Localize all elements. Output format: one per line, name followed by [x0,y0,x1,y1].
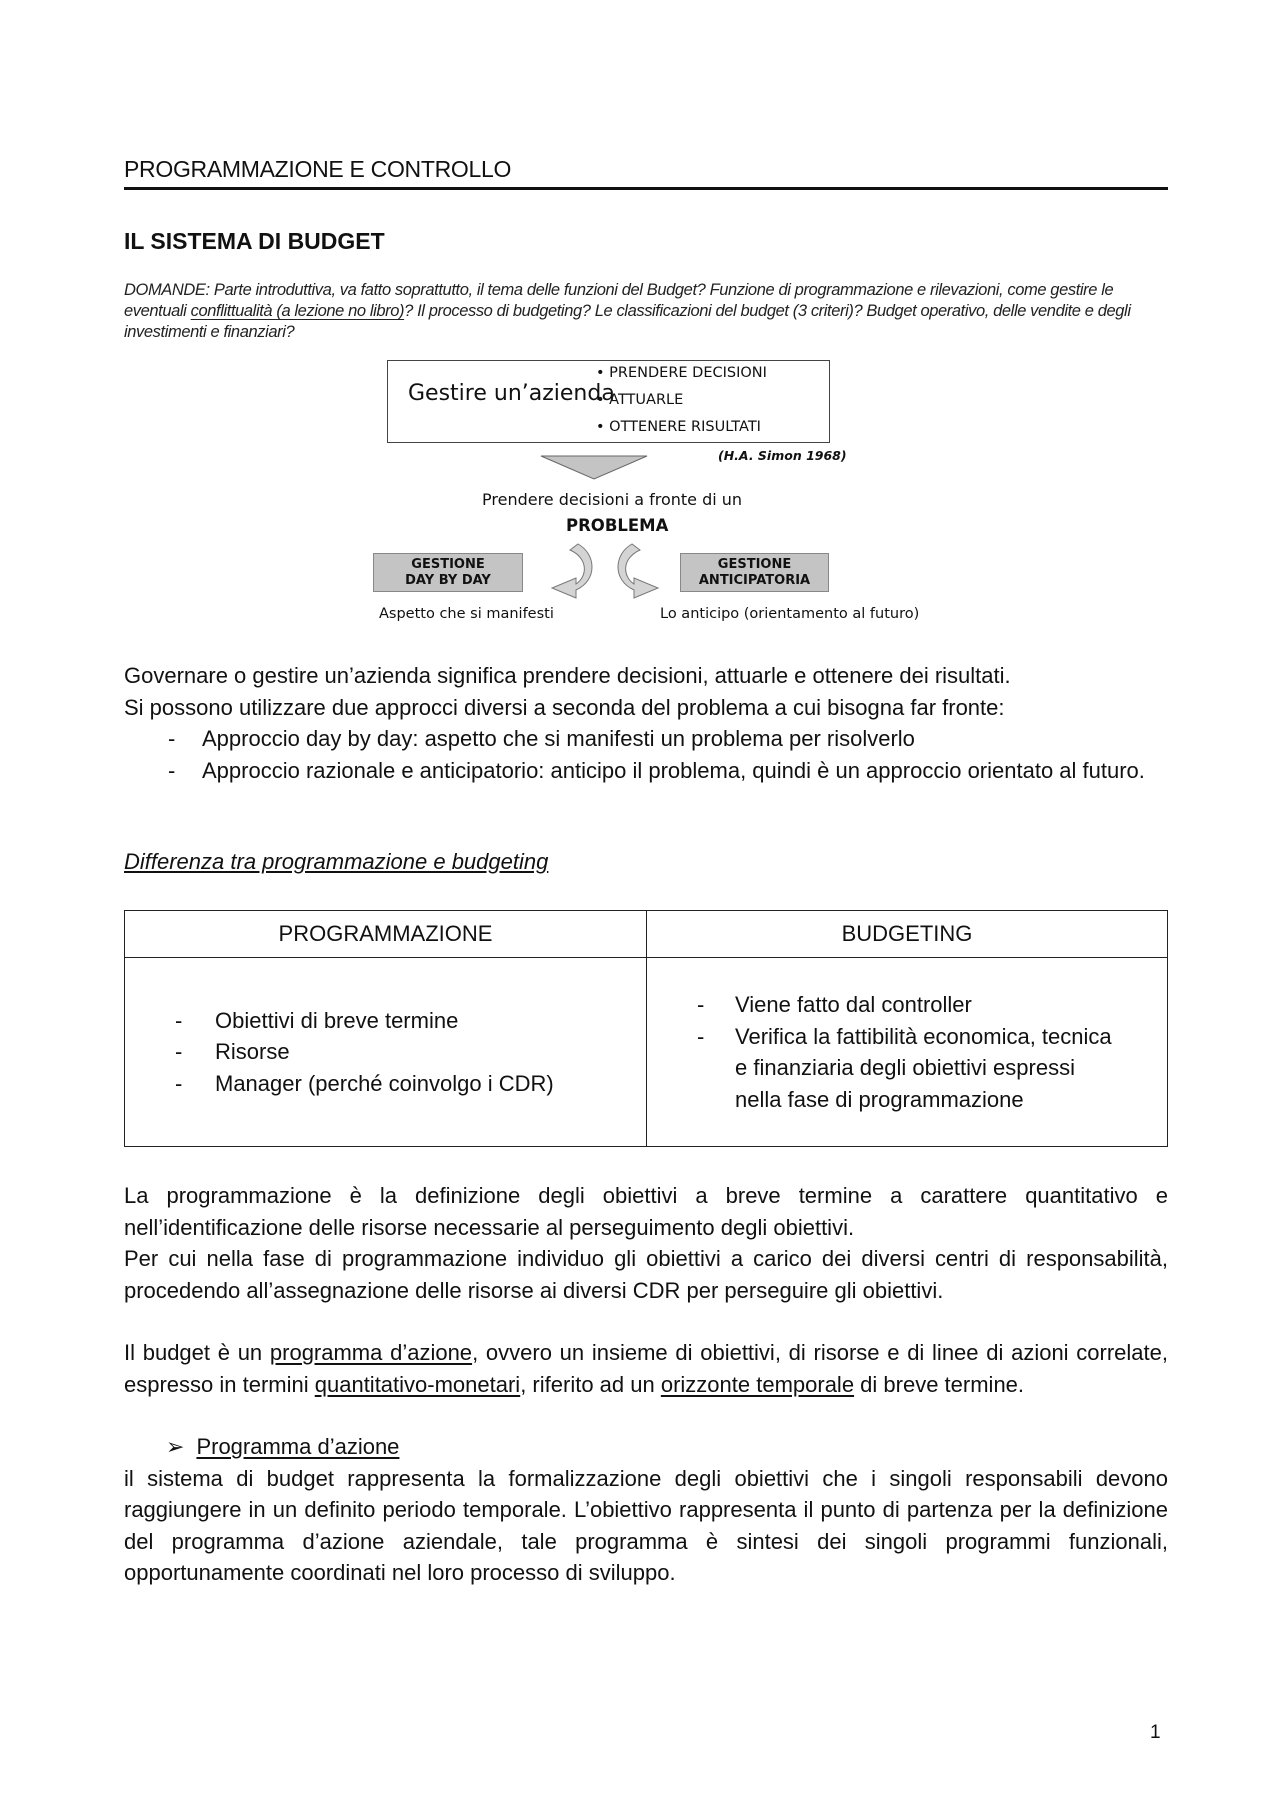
paragraph: Per cui nella fase di programmazione individuo gli obiettivi a carico dei diversi centri di responsabilità, procedendo all’assegnazione delle risorse ai diversi CDR per perseguire gli obiettivi. [124,1246,1168,1303]
diagram-problem: PROBLEMA [566,516,669,535]
box-line: DAY BY DAY [405,573,491,588]
questions-note [124,280,1174,343]
curved-arrows-icon [540,540,670,600]
intro-section [124,660,1168,786]
header-divider [124,187,1168,190]
list-item: - Approccio day by day: aspetto che si manifesti un problema per risolverlo [124,723,1168,755]
comparison-table [124,910,1168,1147]
table-cell [125,958,647,1147]
underlined-term: programma d’azione [269,1340,473,1365]
diagram-citation: (H.A. Simon 1968) [718,448,847,463]
anticipatoria-box [680,553,829,592]
diagram-bullet: • ATTUARLE [596,392,684,408]
intro-paragraph: Governare o gestire un’azienda significa prendere decisioni, attuarle e ottenere dei risultati. [124,663,1011,688]
list-item: - Risorse [125,1036,646,1068]
box-line: GESTIONE [717,557,792,572]
questions-text-a: DOMANDE: Parte introduttiva, va fatto soprattutto, il tema delle funzioni del Budget? Funzione di programmazione e rilevazioni, come gestire le eventuali [124,281,1114,320]
section-heading-text: Programma d’azione [196,1434,400,1459]
list-item: - Approccio razionale e anticipatorio: anticipo il problema, quindi è un approccio orientato al futuro. [124,755,1168,787]
left-caption: Aspetto che si manifesti [379,606,554,622]
budget-paragraph [124,1337,1168,1400]
table-header: PROGRAMMAZIONE [125,911,647,958]
table-header: BUDGETING [647,911,1168,958]
right-caption: Lo anticipo (orientamento al futuro) [660,606,920,622]
paragraph: il sistema di budget rappresenta la formalizzazione degli obiettivi che i singoli responsabili devono raggiungere in un definito periodo temporale. L’obiettivo rappresenta il punto di partenza per la definizione del programma d’azione aziendale, tale programma è sintesi dei singoli programmi funzionali, opportunamente coordinati nel loro processo di sviluppo. [124,1465,1168,1585]
text: , ovvero un insieme di obiettivi, di risorse e di linee di azioni correlate, espresso in termini [124,1340,1169,1397]
diagram-bullet: • OTTENERE RISULTATI [596,419,761,435]
body-section [124,1180,1168,1589]
text: Il budget è un [124,1340,270,1365]
paragraph: La programmazione è la definizione degli obiettivi a breve termine a carattere quantitativo e nell’identificazione delle risorse necessarie al perseguimento degli obiettivi. [124,1183,1168,1240]
underlined-term: quantitativo-monetari [314,1371,521,1397]
section-title: IL SISTEMA DI BUDGET [124,228,385,254]
down-arrow-icon [540,455,648,480]
day-by-day-box [373,553,523,592]
subheading: Differenza tra programmazione e budgeting [124,849,549,874]
box-line: GESTIONE [411,557,485,572]
section-heading [124,1431,1168,1463]
diagram-bullet: • PRENDERE DECISIONI [596,365,767,381]
intro-paragraph: Si possono utilizzare due approcci diversi a seconda del problema a cui bisogna far fronte: [124,694,1005,720]
page-header: PROGRAMMAZIONE E CONTROLLO [124,156,512,182]
list-item: - Manager (perché coinvolgo i CDR) [125,1068,646,1100]
table-cell [647,958,1168,1147]
questions-underlined: conflittualità (a lezione no libro) [190,302,405,320]
arrow-bullet-icon: ➢ [166,1434,185,1459]
text: , riferito ad un [520,1371,661,1397]
underlined-term: orizzonte temporale [660,1371,855,1397]
questions-text-b: ? Il processo di budgeting? Le classificazioni del budget (3 criteri)? Budget operativo, delle vendite e degli investimenti e finanziari? [124,302,1131,341]
box-line: ANTICIPATORIA [698,573,811,588]
diagram-problem-intro: Prendere decisioni a fronte di un [482,490,743,509]
list-item: - Viene fatto dal controller [647,989,1127,1021]
text: di breve termine. [854,1371,1025,1397]
diagram-main-label: Gestire un’azienda [408,381,615,406]
list-item: - Verifica la fattibilità economica, tecnica e finanziaria degli obiettivi espressi nella fase di programmazione [647,1021,1127,1116]
page-number: 1 [1150,1722,1161,1743]
list-item: - Obiettivi di breve termine [125,1005,646,1037]
